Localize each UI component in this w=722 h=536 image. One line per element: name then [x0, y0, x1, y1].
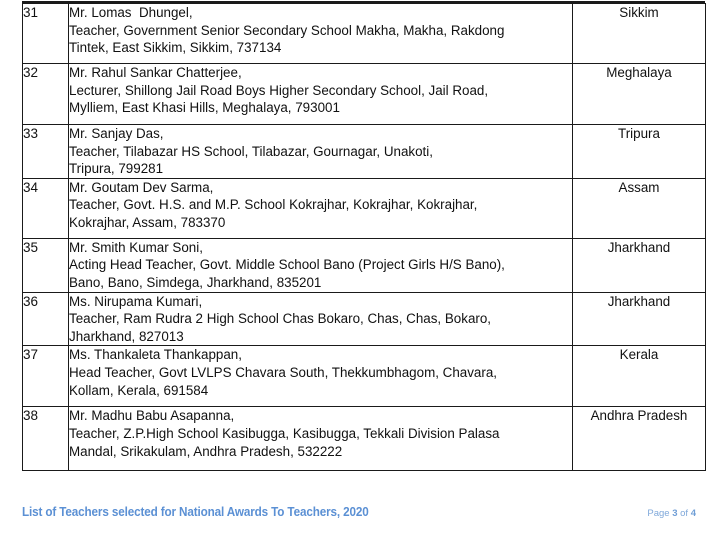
teacher-detail-line-1: Teacher, Ram Rudra 2 High School Chas Bokaro, Chas, Chas, Bokaro,: [69, 311, 492, 327]
cell-teacher-details: [69, 346, 573, 407]
teacher-name: Mr. Lomas Dhungel,: [69, 5, 193, 20]
teacher-detail-line-1: Teacher, Govt. H.S. and M.P. School Kokrajhar, Kokrajhar, Kokrajhar,: [69, 197, 478, 213]
teacher-detail-line-2: Kollam, Kerala, 691584: [69, 382, 209, 398]
page-current-number: 3: [672, 508, 678, 519]
table-row: [23, 238, 706, 292]
teacher-name: Mr. Goutam Dev Sarma,: [69, 179, 214, 195]
teacher-detail-line-2: Mylliem, East Khasi Hills, Meghalaya, 793001: [69, 100, 340, 116]
teacher-name: Ms. Thankaleta Thankappan,: [69, 347, 242, 363]
teacher-name: Mr. Smith Kumar Soni,: [69, 239, 203, 255]
awards-table-container: [22, 3, 705, 471]
cell-state: Assam: [573, 178, 706, 238]
teacher-detail-line-1: Teacher, Government Senior Secondary School Makha, Makha, Rakdong: [69, 22, 505, 38]
teacher-detail-line-1: Acting Head Teacher, Govt. Middle School Bano (Project Girls H/S Bano),: [69, 257, 505, 273]
teacher-name: Mr. Rahul Sankar Chatterjee,: [69, 65, 242, 80]
cell-serial-number: 37: [23, 346, 69, 407]
teacher-name: Ms. Nirupama Kumari,: [69, 293, 203, 309]
teacher-detail-line-1: Lecturer, Shillong Jail Road Boys Higher Secondary School, Jail Road,: [69, 82, 489, 98]
page-label-middle: of: [677, 508, 691, 519]
table-row: [23, 407, 706, 471]
teacher-detail-line-2: Bano, Bano, Simdega, Jharkhand, 835201: [69, 274, 322, 290]
cell-teacher-details: [69, 292, 573, 346]
teachers-awards-table: [22, 3, 706, 471]
teacher-detail-line-2: Jharkhand, 827013: [69, 328, 184, 344]
table-row: [23, 4, 706, 64]
cell-state: Jharkhand: [573, 238, 706, 292]
cell-teacher-details: [69, 125, 573, 179]
teacher-detail-line-1: Teacher, Z.P.High School Kasibugga, Kasibugga, Tekkali Division Palasa: [69, 425, 500, 441]
teacher-name: Mr. Madhu Babu Asapanna,: [69, 408, 235, 424]
footer-document-title: List of Teachers selected for National Awards To Teachers, 2020: [22, 505, 369, 519]
cell-state: Jharkhand: [573, 292, 706, 346]
table-row: [23, 178, 706, 238]
cell-serial-number: 36: [23, 292, 69, 346]
table-row: [23, 346, 706, 407]
teacher-detail-line-1: Teacher, Tilabazar HS School, Tilabazar, Gournagar, Unakoti,: [69, 143, 433, 159]
cell-state: Andhra Pradesh: [573, 407, 706, 471]
cell-teacher-details: [69, 4, 573, 64]
table-row: [23, 64, 706, 125]
footer-page-number: [647, 508, 704, 519]
cell-state: Meghalaya: [573, 64, 706, 125]
cell-serial-number: 38: [23, 407, 69, 471]
cell-state: Kerala: [573, 346, 706, 407]
cell-serial-number: 32: [23, 64, 69, 125]
cell-teacher-details: [69, 64, 573, 125]
teacher-detail-line-2: Tintek, East Sikkim, Sikkim, 737134: [69, 40, 282, 56]
table-row: [23, 292, 706, 346]
table-row: [23, 125, 706, 179]
cell-serial-number: 35: [23, 238, 69, 292]
cell-serial-number: 34: [23, 178, 69, 238]
cell-teacher-details: [69, 178, 573, 238]
cell-teacher-details: [69, 407, 573, 471]
page-footer: [22, 505, 704, 527]
teacher-name: Mr. Sanjay Das,: [69, 126, 164, 141]
teacher-detail-line-2: Kokrajhar, Assam, 783370: [69, 214, 226, 230]
page-label-prefix: Page: [647, 508, 673, 519]
cell-state: Sikkim: [573, 4, 706, 64]
page-total-number: 4: [690, 508, 696, 519]
teacher-detail-line-2: Mandal, Srikakulam, Andhra Pradesh, 532222: [69, 443, 343, 459]
cell-state: Tripura: [573, 125, 706, 179]
cell-teacher-details: [69, 238, 573, 292]
table-body: [23, 4, 706, 471]
teacher-detail-line-1: Head Teacher, Govt LVLPS Chavara South, Thekkumbhagom, Chavara,: [69, 364, 498, 380]
cell-serial-number: 31: [23, 4, 69, 64]
teacher-detail-line-2: Tripura, 799281: [69, 161, 164, 177]
cell-serial-number: 33: [23, 125, 69, 179]
